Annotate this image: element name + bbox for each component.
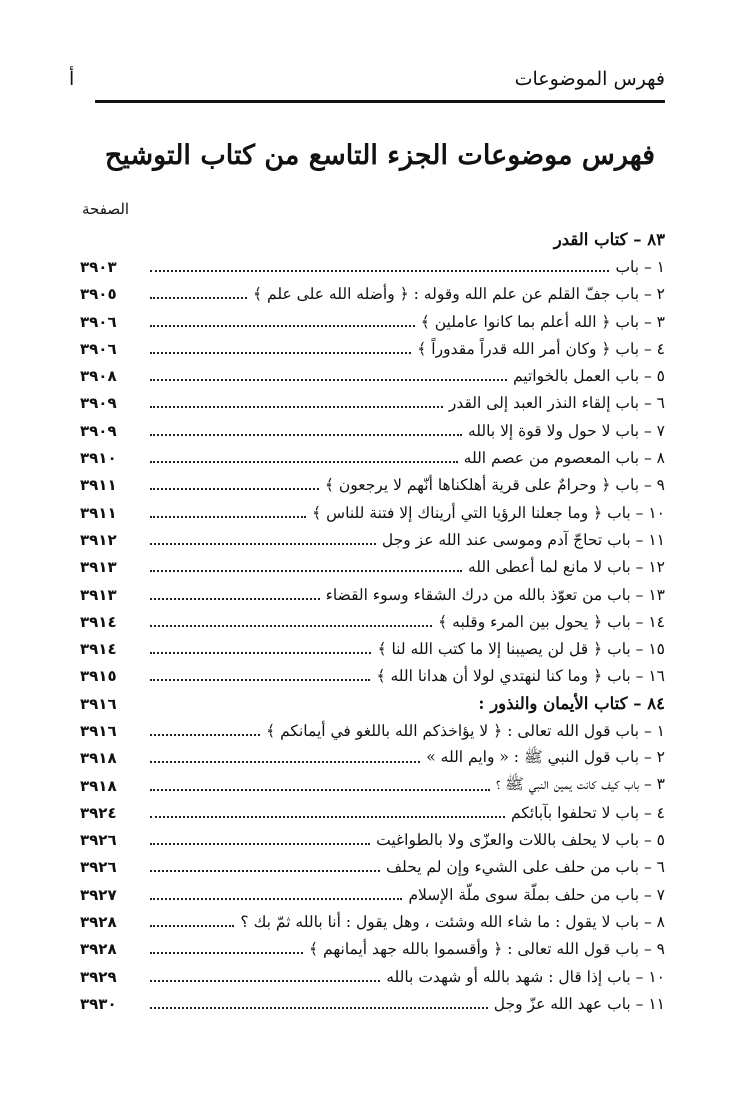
dot-leader <box>150 734 260 736</box>
toc-entry-page: ٣٩١١ <box>80 476 117 495</box>
dot-leader <box>150 816 505 818</box>
toc-entry <box>80 362 665 389</box>
dot-leader <box>150 652 371 654</box>
toc-entry-title: ٣ – باب كيف كانت يمين النبي ﷺ ؟ <box>495 775 665 794</box>
page-letter: أ <box>69 68 75 90</box>
toc-entry-title: ٦ – باب إلقاء النذر العبد إلى القدر <box>448 394 665 413</box>
toc-entry-title: ١١ – باب عهد الله عزّ وجل <box>493 994 665 1013</box>
toc-entry-page: ٣٩١٦ <box>80 721 117 740</box>
toc-entry <box>80 881 665 908</box>
toc-entry-page: ٣٩٢٤ <box>80 803 117 822</box>
toc-entry-page: ٣٩٢٦ <box>80 858 117 877</box>
toc-entry-title: ٣ – باب ﴿ الله أعلم بما كانوا عاملين ﴾ <box>420 312 665 331</box>
toc-entry-title: ٥ – باب العمل بالخواتيم <box>512 367 665 386</box>
toc-entry <box>80 908 665 935</box>
toc-entry <box>80 554 665 581</box>
dot-leader <box>150 925 234 927</box>
dot-leader <box>150 325 415 327</box>
dot-leader <box>150 406 443 408</box>
toc-entry-page: ٣٩٢٦ <box>80 831 117 850</box>
toc-entry-title: ٢ – باب قول النبي ﷺ : « وايم الله » <box>426 747 665 766</box>
toc-entry-page: ٣٩١٢ <box>80 530 117 549</box>
toc-entry <box>80 635 665 662</box>
toc-entry <box>80 281 665 308</box>
toc-entry-title: ١ – باب <box>615 257 665 276</box>
toc-book-heading <box>80 690 665 717</box>
toc-entry-title: ١١ – باب تحاجّ آدم وموسى عند الله عز وجل <box>381 530 665 549</box>
toc-entry-page: ٣٩٠٨ <box>80 367 117 386</box>
toc-entry-page: ٣٩١٠ <box>80 449 117 468</box>
toc-entry-page: ٣٩١٦ <box>80 694 117 713</box>
dot-leader <box>150 352 411 354</box>
dot-leader <box>150 898 402 900</box>
toc-entry <box>80 854 665 881</box>
dot-leader <box>150 543 376 545</box>
toc-entry-title: ١ – باب قول الله تعالى : ﴿ لا يؤاخذكم الله باللغو في أيمانكم ﴾ <box>266 721 665 740</box>
toc-entry <box>80 963 665 990</box>
toc-book-heading <box>80 226 665 253</box>
toc-entry <box>80 390 665 417</box>
toc-entry <box>80 472 665 499</box>
toc-entry-title: ١٤ – باب ﴿ يحول بين المرء وقلبه ﴾ <box>438 612 665 631</box>
toc-entry-title: ١٢ – باب لا مانع لما أعطى الله <box>467 558 665 577</box>
toc-entry-title: ٧ – باب من حلف بملّة سوى ملّة الإسلام <box>408 885 665 904</box>
toc-entry-page: ٣٩٠٥ <box>80 285 117 304</box>
running-header <box>69 62 665 98</box>
dot-leader <box>150 379 507 381</box>
toc-entry <box>80 608 665 635</box>
toc-entry <box>80 526 665 553</box>
toc-entry-title: ٨٣ – كتاب القدر <box>553 230 665 250</box>
dot-leader <box>150 488 319 490</box>
dot-leader <box>150 679 370 681</box>
dot-leader <box>150 461 458 463</box>
toc-entry-page: ٣٩٢٨ <box>80 940 117 959</box>
dot-leader <box>150 297 247 299</box>
table-of-contents <box>80 226 665 1018</box>
toc-entry-title: ٤ – باب لا تحلفوا بآبائكم <box>510 803 665 822</box>
toc-entry <box>80 772 665 799</box>
dot-leader <box>150 952 303 954</box>
toc-entry-page: ٣٩٠٣ <box>80 257 117 276</box>
header-rule <box>95 100 665 103</box>
toc-entry <box>80 827 665 854</box>
dot-leader <box>150 434 462 436</box>
toc-entry <box>80 990 665 1017</box>
toc-entry <box>80 663 665 690</box>
toc-entry-title: ٨٤ – كتاب الأيمان والنذور : <box>478 694 665 714</box>
toc-entry-page: ٣٩٠٦ <box>80 312 117 331</box>
toc-entry-title: ٩ – باب قول الله تعالى : ﴿ وأقسموا بالله جهد أيمانهم ﴾ <box>309 940 665 959</box>
toc-entry-page: ٣٩١٨ <box>80 749 117 768</box>
toc-entry-title: ٦ – باب من حلف على الشيء وإن لم يحلف <box>386 858 665 877</box>
toc-entry-title: ٧ – باب لا حول ولا قوة إلا بالله <box>467 421 665 440</box>
dot-leader <box>150 761 420 763</box>
dot-leader <box>150 870 380 872</box>
toc-entry-title: ٢ – باب جفّ القلم عن علم الله وقوله : ﴿ وأضله الله على علم ﴾ <box>253 285 665 304</box>
dot-leader <box>150 570 462 572</box>
toc-entry <box>80 444 665 471</box>
dot-leader <box>150 980 380 982</box>
toc-entry-title: ٨ – باب لا يقول : ما شاء الله وشئت ، وهل يقول : أنا بالله ثمّ بك ؟ <box>240 913 665 932</box>
toc-entry-page: ٣٩٢٩ <box>80 967 117 986</box>
toc-entry-page: ٣٩١٣ <box>80 585 117 604</box>
dot-leader <box>150 625 432 627</box>
toc-entry-page: ٣٩١٣ <box>80 558 117 577</box>
toc-entry-page: ٣٩٢٧ <box>80 885 117 904</box>
toc-entry <box>80 308 665 335</box>
toc-entry <box>80 745 665 772</box>
toc-entry-page: ٣٩٢٨ <box>80 913 117 932</box>
page-title: فهرس موضوعات الجزء التاسع من كتاب التوشيح <box>104 140 656 171</box>
dot-leader <box>150 270 609 272</box>
toc-entry-title: ١٥ – باب ﴿ قل لن يصيبنا إلا ما كتب الله لنا ﴾ <box>377 640 665 659</box>
toc-entry-page: ٣٩٠٩ <box>80 421 117 440</box>
toc-entry-title: ٨ – باب المعصوم من عصم الله <box>463 449 665 468</box>
toc-entry <box>80 581 665 608</box>
toc-entry <box>80 335 665 362</box>
page-column-label: الصفحة <box>82 200 130 218</box>
running-header-title: فهرس الموضوعات <box>514 68 665 90</box>
toc-entry-page: ٣٩١٤ <box>80 612 117 631</box>
toc-entry-page: ٣٩١٥ <box>80 667 117 686</box>
toc-entry-page: ٣٩٠٩ <box>80 394 117 413</box>
toc-entry-title: ١٠ – باب ﴿ وما جعلنا الرؤيا التي أريناك إلا فتنة للناس ﴾ <box>312 503 665 522</box>
toc-entry <box>80 253 665 280</box>
dot-leader <box>150 843 370 845</box>
toc-entry-page: ٣٩١٨ <box>80 776 117 795</box>
toc-entry-title: ١٦ – باب ﴿ وما كنا لنهتدي لولا أن هدانا الله ﴾ <box>376 667 665 686</box>
toc-entry-title: ١٠ – باب إذا قال : شهد بالله أو شهدت بالله <box>386 967 665 986</box>
toc-entry <box>80 417 665 444</box>
dot-leader <box>150 598 320 600</box>
toc-entry-page: ٣٩١٤ <box>80 640 117 659</box>
dot-leader <box>150 789 490 791</box>
toc-entry <box>80 717 665 744</box>
dot-leader <box>150 1007 488 1009</box>
toc-entry <box>80 499 665 526</box>
dot-leader <box>150 516 306 518</box>
toc-entry-title: ٥ – باب لا يحلف باللات والعزّى ولا بالطواغيت <box>376 831 665 850</box>
toc-entry <box>80 799 665 826</box>
toc-entry-page: ٣٩٠٦ <box>80 339 117 358</box>
toc-entry-page: ٣٩١١ <box>80 503 117 522</box>
toc-entry-title: ٩ – باب ﴿ وحرامٌ على قرية أهلكناها أنّهم لا يرجعون ﴾ <box>324 476 665 495</box>
toc-entry-title: ٤ – باب ﴿ وكان أمر الله قدراً مقدوراً ﴾ <box>417 339 665 358</box>
toc-entry-title: ١٣ – باب من تعوّذ بالله من درك الشقاء وسوء القضاء <box>325 585 665 604</box>
toc-entry-page: ٣٩٣٠ <box>80 994 117 1013</box>
toc-entry <box>80 936 665 963</box>
